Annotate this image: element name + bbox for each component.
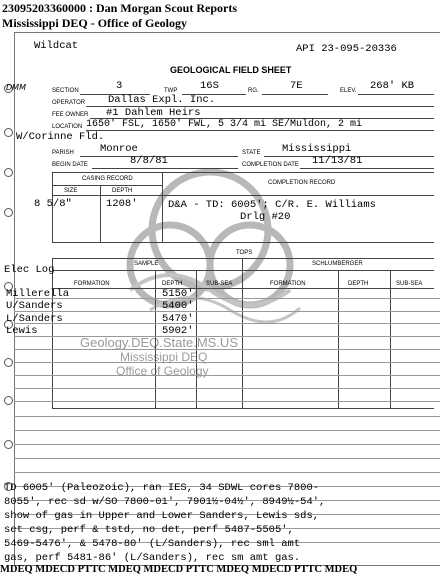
label-completion-record: COMPLETION RECORD: [268, 180, 336, 186]
completion-line-1: D&A - TD: 6005'; C/R. E. Williams: [168, 199, 376, 211]
line-rg: [262, 94, 328, 95]
ruled-line: [14, 472, 440, 473]
remarks-line: gas, perf 5481-86' (L/Sanders), rec sm amt gas.: [4, 552, 301, 564]
watermark-url: Geology.DEQ.State.MS.US: [80, 335, 238, 350]
label-begin-date: BEGIN DATE: [52, 162, 88, 168]
label-sample-subsea: SUB-SEA: [206, 281, 233, 287]
remarks-line: 8055', rec sd w/SO 7800-01', 7901½-04½', 8949½-54',: [4, 496, 326, 508]
tops-row-formation: L/Sanders: [6, 313, 63, 325]
value-begin-date: 8/8/81: [130, 155, 168, 167]
label-operator: OPERATOR: [52, 100, 86, 106]
punch-hole: [4, 208, 13, 217]
punch-hole: [4, 440, 13, 449]
ruled-line: [14, 444, 440, 445]
casing-sub-line: [52, 185, 162, 186]
value-elev: 268' KB: [370, 80, 415, 92]
tops-header-line: [52, 288, 434, 289]
tops-bottom-line: [52, 408, 434, 409]
value-section: 3: [116, 80, 123, 92]
casing-box-top: [52, 172, 434, 173]
completion-line-2: Drlg #20: [240, 211, 291, 223]
tops-row-depth: 5902': [162, 325, 194, 337]
label-schl-subsea: SUB-SEA: [396, 281, 423, 287]
ruled-line: [14, 323, 440, 324]
ruled-line: [14, 349, 440, 350]
ruled-line: [14, 375, 440, 376]
watermark-org: Mississippi DEQ: [120, 350, 208, 364]
label-rg: RG.: [248, 88, 259, 94]
value-operator: Dallas Expl. Inc.: [108, 94, 216, 106]
casing-depth-value: 1208': [106, 198, 138, 210]
remarks-line: TD 6005' (Paleozoic), ran IES, 34 SDWL cores 7800-: [4, 482, 320, 494]
tops-left-border: [52, 258, 53, 408]
initials-stamp: DMM: [6, 83, 26, 92]
label-schlumberger: SCHLUMBERGER: [312, 261, 363, 267]
ruled-line: [14, 336, 440, 337]
well-class: Wildcat: [34, 40, 79, 52]
tops-row-depth: 5470': [162, 313, 194, 325]
label-casing-depth: DEPTH: [112, 188, 133, 194]
casing-header-line: [52, 195, 434, 196]
punch-hole: [4, 396, 13, 405]
label-sample-formation: FORMATION: [74, 281, 110, 287]
label-elev: ELEV.: [340, 88, 357, 94]
label-state: STATE: [242, 150, 261, 156]
ruled-line: [14, 401, 440, 402]
ruled-line: [14, 458, 440, 459]
label-sample-depth: DEPTH: [162, 281, 183, 287]
report-source-title: Mississippi DEQ - Office of Geology: [2, 16, 187, 30]
tops-row-formation: U/Sanders: [6, 300, 63, 312]
value-fee-owner: #1 Dahlem Heirs: [106, 107, 201, 119]
ruled-line: [14, 388, 440, 389]
value-twp: 16S: [200, 80, 219, 92]
elec-log-label: Elec Log: [4, 264, 55, 276]
casing-col-divider: [100, 185, 101, 242]
ruled-line: [14, 430, 440, 431]
line-elev: [358, 94, 434, 95]
ruled-line: [14, 298, 440, 299]
label-twp: TWP: [164, 88, 178, 94]
label-completion-date: COMPLETION DATE: [242, 162, 299, 168]
tops-divider-center: [242, 258, 243, 408]
report-id-title: 23095203360000 : Dan Morgan Scout Reports: [2, 1, 237, 15]
api-number: API 23-095-20336: [296, 43, 397, 55]
label-location: LOCATION: [52, 124, 83, 130]
footer-agency-strip: MDEQ MDECD PTTC MDEQ MDECD PTTC MDEQ MDECD PTTC MDEQ: [0, 564, 358, 575]
label-schl-depth: DEPTH: [348, 281, 369, 287]
value-completion-date: 11/13/81: [312, 155, 363, 167]
punch-hole: [4, 358, 13, 367]
tops-row-formation: Lewis: [6, 325, 38, 337]
watermark-office: Office of Geology: [116, 364, 209, 378]
label-schl-formation: FORMATION: [270, 281, 306, 287]
value-location-cont: W/Corinne Fld.: [16, 131, 105, 143]
remarks-line: show of gas in Upper and Lower Sanders, Lewis sds,: [4, 510, 320, 522]
ruled-line: [14, 311, 440, 312]
tops-row-depth: 5150': [162, 288, 194, 300]
ruled-line: [14, 362, 440, 363]
tops-top-line: [52, 258, 434, 259]
label-parish: PARISH: [52, 150, 74, 156]
tops-row-depth: 5400': [162, 300, 194, 312]
value-state: Mississippi: [282, 143, 352, 155]
value-parish: Monroe: [100, 143, 138, 155]
tops-sub-line: [52, 270, 434, 271]
tops-row-formation: Millerella: [6, 288, 70, 300]
punch-hole: [4, 128, 13, 137]
remarks-line: set csg, perf & tstd, no det, perf 5487-5505',: [4, 524, 294, 536]
value-rg: 7E: [290, 80, 303, 92]
casing-size-value: 8 5/8": [34, 198, 72, 210]
value-location: 1650' FSL, 1650' FWL, 5 3/4 mi SE/Muldon, 2 mi: [86, 119, 363, 130]
ruled-line: [14, 416, 440, 417]
remarks-line: 5469-5476', & 5478-80' (L/Sanders), rec sml amt: [4, 538, 301, 550]
label-casing-size: SIZE: [64, 188, 78, 194]
casing-box-bottom: [52, 242, 434, 243]
label-casing-record: CASING RECORD: [82, 176, 133, 182]
label-tops: TOPS: [236, 250, 253, 256]
casing-completion-divider: [162, 172, 163, 242]
sheet-title: GEOLOGICAL FIELD SHEET: [170, 65, 292, 75]
label-sample: SAMPLE: [134, 261, 159, 267]
line-completion-date: [300, 168, 434, 169]
line-begin-date: [92, 168, 238, 169]
label-fee-owner: FEE OWNER: [52, 112, 89, 118]
label-section: SECTION: [52, 88, 79, 94]
punch-hole: [4, 168, 13, 177]
